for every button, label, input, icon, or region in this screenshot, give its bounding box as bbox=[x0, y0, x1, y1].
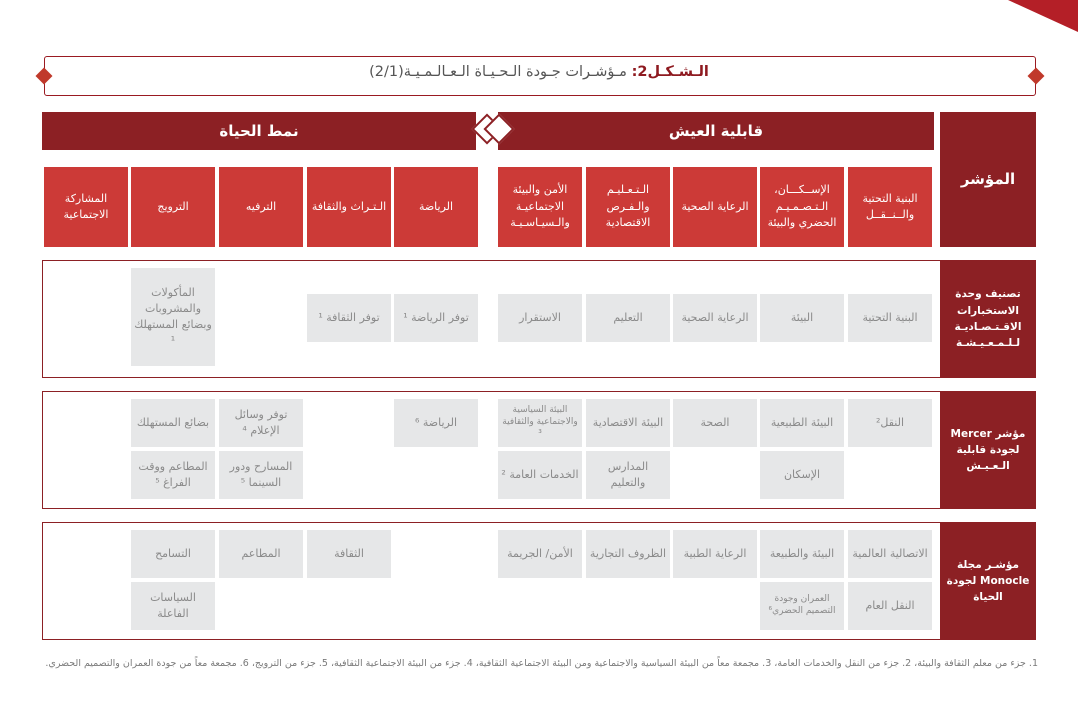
cell-mercer-public-services: الخدمات العامة ² bbox=[498, 451, 582, 499]
corner-decoration bbox=[1008, 0, 1078, 32]
cell-monocle-urban-design: العمران وجودة التصميم الحضري⁶ bbox=[760, 582, 844, 630]
cell-eiu-sports: توفر الرياضة ¹ bbox=[394, 294, 478, 342]
cell-eiu-consumer-goods: المأكولات والمشروبات وبضائع المستهلك ¹ bbox=[131, 268, 215, 366]
cell-monocle-connectivity: الاتصالية العالمية bbox=[848, 530, 932, 578]
row-label-eiu: تصنيف وحدة الاستخبارات الاقـتـصـاديـة لـلـمـعـيـشـة bbox=[940, 260, 1036, 378]
figure-label: الـشـكـل2: bbox=[631, 64, 709, 80]
cell-eiu-healthcare: الرعاية الصحية bbox=[673, 294, 757, 342]
cell-mercer-health: الصحة bbox=[673, 399, 757, 447]
header-sports: الرياضة bbox=[394, 167, 478, 247]
cell-monocle-security: الأمن/ الجريمة bbox=[498, 530, 582, 578]
indicator-header: المؤشر bbox=[940, 112, 1036, 247]
row-label-monocle: مؤشـر مجلة Monocle لجودة الحياة bbox=[940, 522, 1036, 640]
row-label-mercer: مؤشر Mercer لجودة قابلية الـعـيـش bbox=[940, 391, 1036, 509]
cell-mercer-housing: الإسكان bbox=[760, 451, 844, 499]
cell-monocle-culture: الثقافة bbox=[307, 530, 391, 578]
cell-mercer-natural-environment: البيئة الطبيعية bbox=[760, 399, 844, 447]
cell-mercer-economic-environment: البيئة الاقتصادية bbox=[586, 399, 670, 447]
cell-monocle-public-transport: النقل العام bbox=[848, 582, 932, 630]
cell-eiu-stability: الاستقرار bbox=[498, 294, 582, 342]
cell-mercer-schools: المدارس والتعليم bbox=[586, 451, 670, 499]
band-lifestyle: نمط الحياة bbox=[42, 112, 476, 150]
cell-monocle-environment: البيئة والطبيعة bbox=[760, 530, 844, 578]
cell-mercer-restaurants: المطاعم ووقت الفراغ ⁵ bbox=[131, 451, 215, 499]
header-healthcare: الرعاية الصحية bbox=[673, 167, 757, 247]
cell-monocle-policies: السياسات الفاعلة bbox=[131, 582, 215, 630]
band-livability: قابلية العيش bbox=[498, 112, 934, 150]
footnote: 1. جزء من معلم الثقافة والبيئة، 2. جزء من النقل والخدمات العامة، 3. مجمعة معاً من البيئة السياسية والاجتماعية ومن البيئة الاجتماعية الثقافية، 4. جزء من البيئة الاجتماعية الثقافية، 5. جزء من الترويج، 6. مجمعة معاً من جودة العمران والتصميم الحضري. bbox=[45, 658, 1038, 669]
figure-title bbox=[60, 64, 1018, 80]
header-infrastructure: البنية التحتية والــنــقــل bbox=[848, 167, 932, 247]
cell-eiu-culture: توفر الثقافة ¹ bbox=[307, 294, 391, 342]
cell-mercer-theatres: المسارح ودور السينما ⁵ bbox=[219, 451, 303, 499]
cell-monocle-business: الظروف التجارية bbox=[586, 530, 670, 578]
header-social-participation: المشاركة الاجتماعية bbox=[44, 167, 128, 247]
cell-mercer-transport: النقل² bbox=[848, 399, 932, 447]
cell-mercer-political-social: البيئة السياسية والاجتماعية والثقافية ³ bbox=[498, 399, 582, 447]
cell-monocle-restaurants: المطاعم bbox=[219, 530, 303, 578]
cell-eiu-education: التعليم bbox=[586, 294, 670, 342]
header-entertainment: الترفيه bbox=[219, 167, 303, 247]
cell-mercer-sports: الرياضة ⁶ bbox=[394, 399, 478, 447]
header-education: الـتـعـليـم والـفـرص الاقتصادية bbox=[586, 167, 670, 247]
figure-title-text: مـؤشـرات جـودة الـحـيـاة الـعـالـمـيـة(2/1) bbox=[369, 64, 632, 80]
cell-mercer-media: توفر وسائل الإعلام ⁴ bbox=[219, 399, 303, 447]
header-security: الأمن والبيئة الاجتماعيـة والـسيـاسـيـة bbox=[498, 167, 582, 247]
header-promotion: الترويج bbox=[131, 167, 215, 247]
cell-monocle-tolerance: التسامح bbox=[131, 530, 215, 578]
header-heritage: الـتـراث والثقافة bbox=[307, 167, 391, 247]
cell-eiu-infrastructure: البنية التحتية bbox=[848, 294, 932, 342]
header-housing: الإســكـــان، الـتـصـمـيـم الحضري والبيئة bbox=[760, 167, 844, 247]
cell-mercer-consumer-goods: بضائع المستهلك bbox=[131, 399, 215, 447]
cell-eiu-environment: البيئة bbox=[760, 294, 844, 342]
cell-monocle-medical-care: الرعاية الطبية bbox=[673, 530, 757, 578]
